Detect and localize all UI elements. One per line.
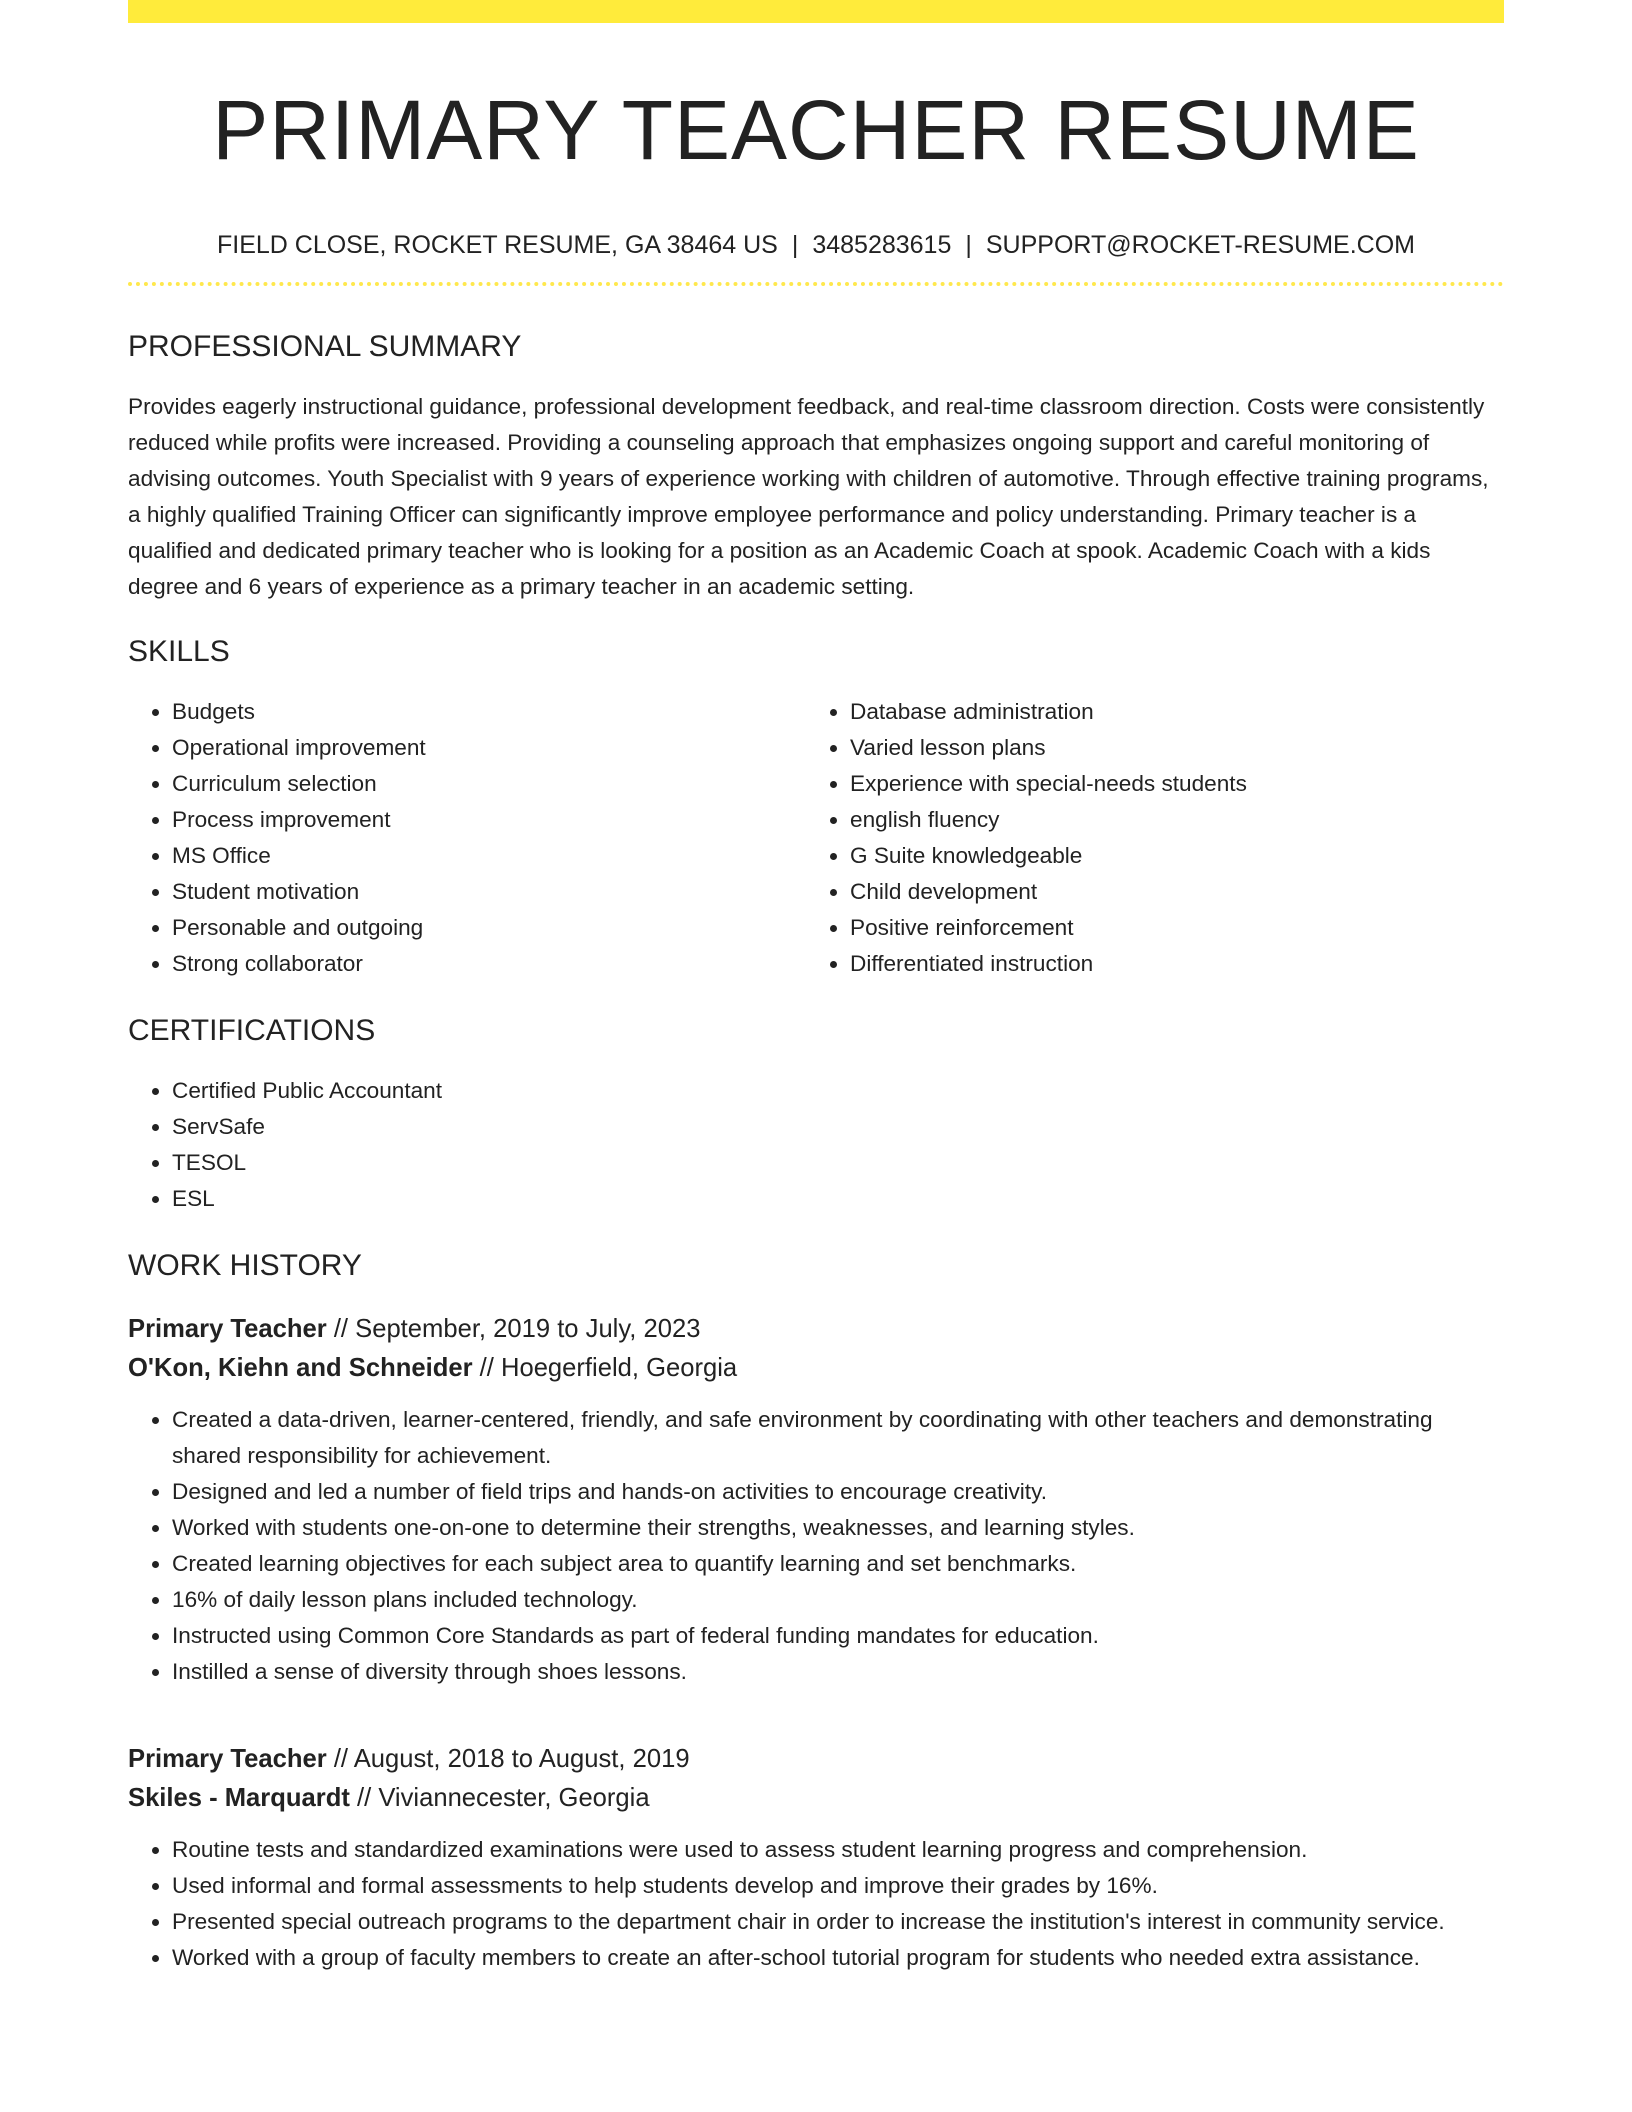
job-role-line (128, 1740, 1504, 1779)
skill-item: • MS Office (172, 838, 806, 874)
skill-item: • Budgets (172, 694, 806, 730)
skill-item: • english fluency (850, 802, 1484, 838)
job-company: O'Kon, Kiehn and Schneider (128, 1354, 473, 1382)
skill-item: • Personable and outgoing (172, 910, 806, 946)
job-dates: // August, 2018 to August, 2019 (326, 1745, 690, 1773)
skill-item: • Positive reinforcement (850, 910, 1484, 946)
job-role-line (128, 1310, 1504, 1349)
job-company: Skiles - Marquardt (128, 1784, 350, 1812)
job-role: Primary Teacher (128, 1315, 327, 1343)
certification-item: • ServSafe (172, 1109, 1504, 1145)
job-bullet: • Instilled a sense of diversity through shoes lessons. (172, 1654, 1504, 1690)
skills-columns (128, 694, 1504, 982)
job-bullet: • Created learning objectives for each subject area to quantify learning and set benchmarks. (172, 1546, 1504, 1582)
job-bullet: • Worked with students one-on-one to determine their strengths, weaknesses, and learning styles. (172, 1510, 1504, 1546)
certification-item: • ESL (172, 1181, 1504, 1217)
certification-item: • TESOL (172, 1145, 1504, 1181)
job-spacer (128, 1690, 1504, 1716)
job-company-line (128, 1349, 1504, 1388)
job-location: // Viviannecester, Georgia (349, 1784, 650, 1812)
section-title-summary: PROFESSIONAL SUMMARY (128, 330, 522, 363)
job-role: Primary Teacher (128, 1745, 327, 1773)
job-bullet: • Instructed using Common Core Standards as part of federal funding mandates for education. (172, 1618, 1504, 1654)
job-bullets (128, 1832, 1504, 1976)
skill-item: • Experience with special-needs students (850, 766, 1484, 802)
certification-item: • Certified Public Accountant (172, 1073, 1504, 1109)
section-title-certifications: CERTIFICATIONS (128, 1014, 376, 1047)
job-heading (128, 1740, 1504, 1818)
job-bullet: • 16% of daily lesson plans included technology. (172, 1582, 1504, 1618)
job-bullets (128, 1402, 1504, 1690)
section-title-work-history: WORK HISTORY (128, 1249, 362, 1282)
skill-item: • Database administration (850, 694, 1484, 730)
contact-separator: | (791, 231, 799, 259)
skills-column-left (128, 694, 806, 982)
resume-content (128, 23, 1504, 1976)
skills-list-left (128, 694, 806, 982)
section-title-skills: SKILLS (128, 635, 230, 668)
job-dates: // September, 2019 to July, 2023 (326, 1315, 701, 1343)
certifications-list (128, 1073, 1504, 1217)
contact-phone: 3485283615 (812, 231, 952, 259)
summary-text: Provides eagerly instructional guidance, professional development feedback, and real-time classroom direction. Costs were consistently reduced while profits were increased. Providing a counseling approach that emphasizes ongoing support and careful monitoring of advising outcomes. Youth Specialist with 9 years of experience working with children of automotive. Through effective training programs, a highly qualified Training Officer can significantly improve employee performance and policy understanding. Primary teacher is a qualified and dedicated primary teacher who is looking for a position as an Academic Coach at spook. Academic Coach with a kids degree and 6 years of experience as a primary teacher in an academic setting. (128, 394, 1489, 599)
contact-separator: | (965, 231, 972, 259)
job-company-line (128, 1779, 1504, 1818)
job-bullet: • Designed and led a number of field trips and hands-on activities to encourage creativity. (172, 1474, 1504, 1510)
contact-line (128, 228, 1504, 262)
contact-email: SUPPORT@ROCKET-RESUME.COM (985, 231, 1416, 259)
job-heading (128, 1310, 1504, 1388)
skills-list-right (806, 694, 1484, 982)
job-bullet: • Created a data-driven, learner-centered, friendly, and safe environment by coordinating with other teachers and demonstrating shared responsibility for achievement. (172, 1402, 1504, 1474)
accent-bar (128, 0, 1504, 23)
job-bullet: • Presented special outreach programs to the department chair in order to increase the institution's interest in community service. (172, 1904, 1504, 1940)
skill-item: • Differentiated instruction (850, 946, 1484, 982)
skill-item: • Curriculum selection (172, 766, 806, 802)
skill-item: • Process improvement (172, 802, 806, 838)
job-location: // Hoegerfield, Georgia (472, 1354, 738, 1382)
skill-item: • Strong collaborator (172, 946, 806, 982)
skill-item: • Child development (850, 874, 1484, 910)
job-bullet: • Used informal and formal assessments to help students develop and improve their grades by 16%. (172, 1868, 1504, 1904)
skill-item: • Varied lesson plans (850, 730, 1484, 766)
resume-title: PRIMARY TEACHER RESUME (212, 83, 1420, 177)
skills-column-right (806, 694, 1484, 982)
skill-item: • Operational improvement (172, 730, 806, 766)
skill-item: • G Suite knowledgeable (850, 838, 1484, 874)
contact-address: FIELD CLOSE, ROCKET RESUME, GA 38464 US (216, 231, 778, 259)
skill-item: • Student motivation (172, 874, 806, 910)
job-entry (128, 1310, 1504, 1690)
job-bullet: • Routine tests and standardized examinations were used to assess student learning progress and comprehension. (172, 1832, 1504, 1868)
job-bullet: • Worked with a group of faculty members to create an after-school tutorial program for students who needed extra assistance. (172, 1940, 1504, 1976)
dotted-divider (128, 282, 1504, 286)
job-entry (128, 1740, 1504, 1976)
